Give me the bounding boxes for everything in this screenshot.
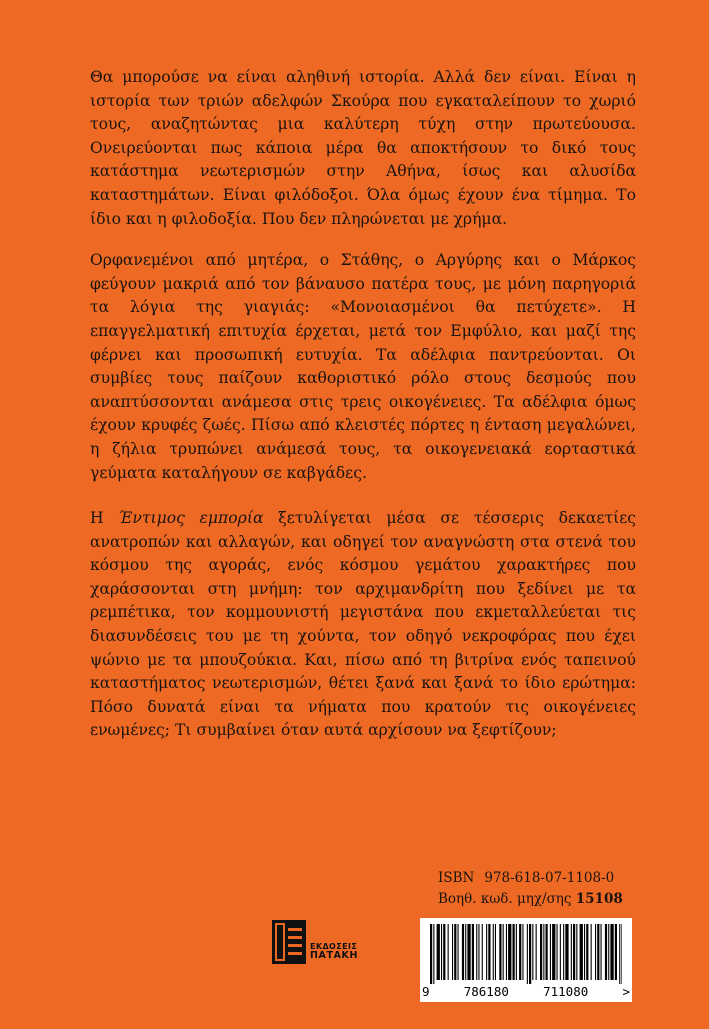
barcode	[420, 918, 632, 1002]
p3-prefix: Η	[90, 509, 119, 528]
isbn-number: 978-618-07-1108-0	[484, 870, 615, 886]
barcode-digits	[422, 984, 630, 999]
publisher-line-1: ΕΚΔΟΣΕΙΣ	[310, 942, 358, 951]
blurb-paragraph-1: Θα μπορούσε να είναι αληθινή ιστορία. Αλλά δεν είναι. Είναι η ιστορία των τριών αδελφών Σκούρα που εγκαταλείπουν το χωριό τους, αναζητώντας μια καλύτερη τύχη στην πρωτεύουσα. Ονειρεύονται πως κάποια μέρα θα αποκτήσουν το δικό τους κατάστημα νεωτερισμών στην Αθήνα, ίσως και αλυσίδα καταστημάτων. Είναι φιλόδοξοι. Όλα όμως έχουν ένα τίμημα. Το ίδιο και η φιλοδοξία. Που δεν πληρώνεται με χρήμα.	[90, 68, 636, 228]
barcode-digits-right: 711080	[543, 984, 589, 999]
publisher-line-2: ΠΑΤΑΚΗ	[310, 950, 359, 961]
code-label: Βοηθ. κωδ. μηχ/σης	[438, 891, 572, 907]
blurb-paragraph-2: Ορφανεμένοι από μητέρα, ο Στάθης, ο Αργύρης και ο Μάρκος φεύγουν μακριά από τον βάναυσο πατέρα τους, με μόνη παρηγοριά τα λόγια της γιαγιάς: «Μονοιασμένοι θα πετύχετε». Η επαγγελματική επιτυχία έρχεται, μετά τον Εμφύλιο, και μαζί της φέρνει και προσωπική ευτυχία. Τα αδέλφια παντρεύονται. Οι συμβίες τους παίζουν καθοριστικό ρόλο στους δεσμούς που αναπτύσσονται ανάμεσα στις τρεις οικογένειες. Τα αδέλφια όμως έχουν κρυφές ζωές. Πίσω από κλειστές πόρτες η ένταση μεγαλώνει, η ζήλια τρυπώνει ανάμεσά τους, τα οικογενειακά εορταστικά γεύματα καταλήγουν σε καβγάδες.	[90, 251, 636, 482]
barcode-end-mark: >	[622, 984, 630, 999]
isbn-line	[438, 868, 638, 889]
blurb-paragraph-3	[90, 507, 636, 743]
blurb-text	[90, 66, 636, 761]
publisher-logo-icon	[268, 914, 310, 968]
publisher-name	[310, 942, 358, 960]
p3-rest: ξετυλίγεται μέσα σε τέσσερις δεκαετίες ανατροπών και αλλαγών, και οδηγεί τον αναγνώστη στα στενά του κόσμου της αγοράς, ενός κόσμου γεμάτου χαρακτήρες που χαράσσονται στη μνήμη: τον αρχιμανδρίτη που ξεδίνει με τα ρεμπέτικα, τον κομμουνιστή μεγιστάνα που εκμεταλλεύεται τις διασυνδέσεις του με τη χούντα, τον οδηγό νεκροφόρας που έχει ψώνιο με τα μπουζούκια. Και, πίσω από τη βιτρίνα ενός ταπεινού καταστήματος νεωτερισμών, θέτει ξανά και ξανά το ίδιο ερώτημα: Πόσο δυνατά είναι τα νήματα που κρατούν τις οικογένειες ενωμένες; Τι συμβαίνει όταν αυτά αρχίσουν να ξεφτίζουν;	[90, 509, 636, 740]
book-title: Έντιμος εμπορία	[118, 509, 264, 528]
isbn-label: ISBN	[438, 870, 475, 886]
code-number: 15108	[575, 891, 623, 907]
barcode-digit-lead: 9	[422, 984, 430, 999]
isbn-block	[438, 868, 638, 910]
barcode-bars	[430, 924, 622, 984]
barcode-digits-left: 786180	[463, 984, 509, 999]
code-line	[438, 889, 638, 910]
